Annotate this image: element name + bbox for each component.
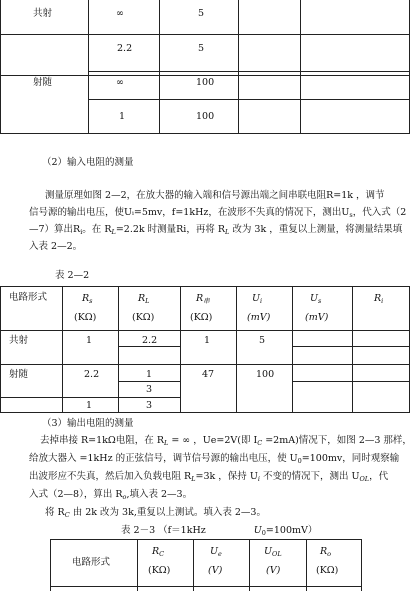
- table2-caption: 表 2—2: [55, 270, 90, 281]
- paragraph-line: 入式（2—8），算出 $R_o$,填入表 2—3。: [29, 489, 193, 501]
- table2-cell: 3: [146, 400, 153, 411]
- table1-cell: 5: [198, 43, 205, 54]
- table3-header-unit: (V): [266, 565, 281, 576]
- paragraph-line: 出波形应不失真，然后加入负载电阻 $R_L=3k$ ，保持 $U_i$ 不变的情况下，测出 $U_{OL}$，代: [29, 471, 389, 483]
- table2-cell: 2.2: [84, 369, 100, 380]
- table3-header-rc: $R_C$: [152, 546, 165, 558]
- table3-header-unit: (KΩ): [148, 565, 171, 576]
- paragraph-line: 信号源的输出电压，使Uᵢ=5mv，f=1kHz，在波形不失真的情况下，测出$U_s$，代入式（2: [29, 207, 407, 219]
- table2-cell: 共射: [9, 335, 29, 346]
- section-heading-output-resistance: （3）输出电阻的测量: [42, 418, 134, 429]
- table1-row-label: 共射: [33, 8, 53, 19]
- table2-cell: 3: [146, 384, 153, 395]
- paragraph-line: 入表 2—2。: [29, 241, 83, 252]
- paragraph-line: 去掉串接 R=1kΩ电阻，在 $R_L$ = ∞ ，Ue=2V(即 $I_C =2mA$)情况下，如图 2—3 那样，: [40, 435, 412, 447]
- table2-cell: 1: [86, 335, 93, 346]
- table2-cell: 100: [256, 369, 275, 380]
- table1-row-label: 射随: [33, 77, 53, 88]
- table1-cell: 1: [119, 111, 126, 122]
- table3-header-ro: $R_o$: [320, 546, 332, 558]
- paragraph-line: 测量原理如图 2—2，在放大器的输入端和信号源出端之间串联电阻R=1k ，调节: [45, 190, 385, 201]
- table3-header-unit: (V): [208, 565, 223, 576]
- table1-cell: 5: [198, 8, 205, 19]
- table2-header-rl: $R_L$: [138, 293, 150, 305]
- table2-header-unit: (mV): [247, 312, 271, 323]
- table2-cell: 1: [204, 335, 211, 346]
- table3-header-ue: $U_e$: [210, 546, 222, 558]
- table2-cell: 2.2: [142, 335, 158, 346]
- table2-header-us: $U_s$: [310, 293, 322, 305]
- table1-cell: ∞: [116, 77, 124, 88]
- table2-header-ui: $U_i$: [252, 293, 263, 305]
- paragraph-line: —7）算出$R_i$。在 $R_L=2.2k$ 时测量Ri，再将 $R_L$ 改为 3k ，重复以上测量，将测量结果填: [29, 224, 403, 236]
- table2-header-rs: $R_s$: [82, 293, 93, 305]
- table2-header-unit: (KΩ): [132, 312, 155, 323]
- table2-header-unit: (KΩ): [190, 312, 213, 323]
- paragraph-line: 将 $R_C$ 由 2k 改为 3k,重复以上测试。填入表 2—3。: [45, 507, 266, 519]
- table2-cell: 1: [86, 400, 93, 411]
- table2-cell: 射随: [9, 369, 29, 380]
- table3-header-uol: $U_{OL}$: [264, 546, 282, 558]
- table2-header-form: 电路形式: [9, 292, 48, 303]
- table1-cell: ∞: [116, 8, 124, 19]
- table1-cell: 100: [196, 77, 215, 88]
- table1-cell: 2.2: [117, 43, 133, 54]
- table1-cell: 100: [196, 111, 215, 122]
- table2-cell: 1: [146, 369, 153, 380]
- table2-cell: 47: [202, 369, 215, 380]
- table2-header-unit: (mV): [305, 312, 329, 323]
- paragraph-line: 给放大器入 =1kHz 的正弦信号，调节信号源的输出电压，使 $U_0=100mv$，同时观察输: [29, 453, 400, 465]
- table2-header-unit: (KΩ): [74, 312, 97, 323]
- table2-header-ri: $R_i$: [374, 293, 384, 305]
- table2-cell: 5: [259, 335, 266, 346]
- section-heading-input-resistance: （2）输入电阻的测量: [42, 157, 134, 168]
- table3-header-unit: (KΩ): [316, 565, 339, 576]
- table3-header-form: 电路形式: [72, 557, 111, 568]
- table3-caption: 表 2－3 （f＝1kHz $U_0=100mV$）: [121, 525, 318, 537]
- table2-header-rc: $R_串$: [196, 293, 210, 305]
